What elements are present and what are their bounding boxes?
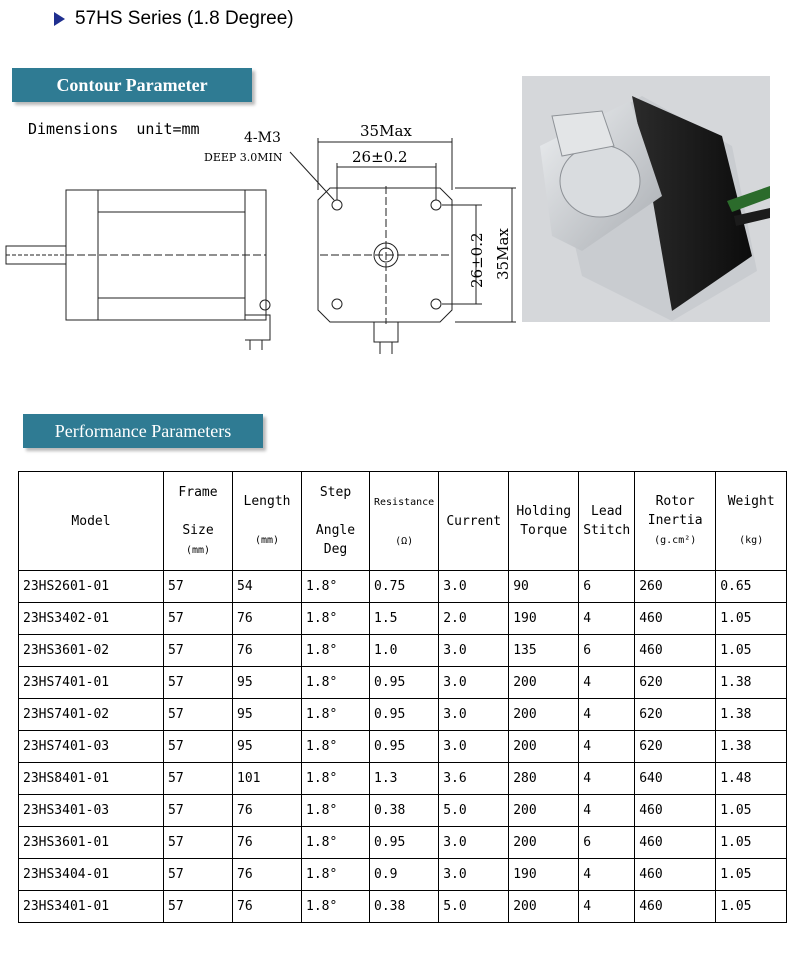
table-row bbox=[19, 827, 787, 859]
header-current: Current bbox=[439, 472, 509, 571]
arrow-bullet-icon bbox=[54, 12, 65, 26]
cell-lead-stitch: 4 bbox=[579, 731, 635, 763]
cell-holding-torque: 200 bbox=[509, 731, 579, 763]
hole-depth-label: DEEP 3.0MIN bbox=[204, 151, 283, 164]
cell-length: 76 bbox=[233, 891, 302, 923]
cell-resistance: 0.38 bbox=[370, 891, 439, 923]
cell-step-angle: 1.8° bbox=[302, 795, 370, 827]
cell-model: 23HS3401-03 bbox=[19, 795, 164, 827]
cell-length: 95 bbox=[233, 731, 302, 763]
cell-step-angle: 1.8° bbox=[302, 891, 370, 923]
cell-resistance: 1.5 bbox=[370, 603, 439, 635]
performance-table bbox=[18, 471, 787, 923]
cell-length: 76 bbox=[233, 859, 302, 891]
cell-rotor-inertia: 460 bbox=[635, 603, 716, 635]
table-row bbox=[19, 891, 787, 923]
width-max-label: 35Max bbox=[360, 122, 412, 140]
cell-weight: 1.38 bbox=[716, 667, 787, 699]
cell-model: 23HS3601-01 bbox=[19, 827, 164, 859]
cell-weight: 1.38 bbox=[716, 731, 787, 763]
cell-current: 5.0 bbox=[439, 795, 509, 827]
performance-parameters-heading: Performance Parameters bbox=[23, 414, 263, 448]
cell-holding-torque: 90 bbox=[509, 571, 579, 603]
cell-length: 54 bbox=[233, 571, 302, 603]
cell-model: 23HS3402-01 bbox=[19, 603, 164, 635]
cell-lead-stitch: 4 bbox=[579, 795, 635, 827]
cell-resistance: 0.9 bbox=[370, 859, 439, 891]
table-row bbox=[19, 667, 787, 699]
front-hole-bl bbox=[332, 299, 342, 309]
cell-rotor-inertia: 460 bbox=[635, 891, 716, 923]
table-header-row bbox=[19, 472, 787, 571]
cell-lead-stitch: 4 bbox=[579, 891, 635, 923]
header-length: Length (mm) bbox=[233, 472, 302, 571]
header-rotor-inertia: Rotor Inertia (g.cm²) bbox=[635, 472, 716, 571]
cell-rotor-inertia: 460 bbox=[635, 795, 716, 827]
cell-step-angle: 1.8° bbox=[302, 827, 370, 859]
header-lead-stitch: Lead Stitch bbox=[579, 472, 635, 571]
cell-rotor-inertia: 620 bbox=[635, 667, 716, 699]
cell-frame-size: 57 bbox=[164, 795, 233, 827]
cell-length: 76 bbox=[233, 603, 302, 635]
cell-resistance: 1.3 bbox=[370, 763, 439, 795]
cell-resistance: 1.0 bbox=[370, 635, 439, 667]
cell-lead-stitch: 4 bbox=[579, 763, 635, 795]
front-hole-tl bbox=[332, 200, 342, 210]
cell-frame-size: 57 bbox=[164, 827, 233, 859]
cell-step-angle: 1.8° bbox=[302, 731, 370, 763]
hole-pitch-x-label: 26±0.2 bbox=[352, 148, 408, 166]
cell-current: 3.0 bbox=[439, 859, 509, 891]
cell-holding-torque: 200 bbox=[509, 891, 579, 923]
cell-lead-stitch: 6 bbox=[579, 635, 635, 667]
cell-length: 76 bbox=[233, 795, 302, 827]
cell-frame-size: 57 bbox=[164, 859, 233, 891]
cell-weight: 1.05 bbox=[716, 827, 787, 859]
table-row bbox=[19, 603, 787, 635]
cell-rotor-inertia: 620 bbox=[635, 731, 716, 763]
cell-length: 76 bbox=[233, 635, 302, 667]
cell-step-angle: 1.8° bbox=[302, 699, 370, 731]
cell-length: 101 bbox=[233, 763, 302, 795]
cell-rotor-inertia: 460 bbox=[635, 635, 716, 667]
cell-frame-size: 57 bbox=[164, 571, 233, 603]
cell-weight: 1.38 bbox=[716, 699, 787, 731]
table-row bbox=[19, 731, 787, 763]
cell-weight: 1.05 bbox=[716, 603, 787, 635]
cell-rotor-inertia: 640 bbox=[635, 763, 716, 795]
cell-rotor-inertia: 260 bbox=[635, 571, 716, 603]
cell-holding-torque: 280 bbox=[509, 763, 579, 795]
cell-rotor-inertia: 620 bbox=[635, 699, 716, 731]
cell-holding-torque: 135 bbox=[509, 635, 579, 667]
cell-holding-torque: 190 bbox=[509, 859, 579, 891]
cell-holding-torque: 200 bbox=[509, 795, 579, 827]
cell-resistance: 0.38 bbox=[370, 795, 439, 827]
cell-frame-size: 57 bbox=[164, 763, 233, 795]
cell-length: 95 bbox=[233, 699, 302, 731]
cell-frame-size: 57 bbox=[164, 731, 233, 763]
stepper-motor-image bbox=[522, 76, 770, 322]
contour-drawing bbox=[0, 110, 520, 370]
height-max-label: 35Max bbox=[494, 228, 512, 280]
cell-model: 23HS7401-03 bbox=[19, 731, 164, 763]
cell-resistance: 0.95 bbox=[370, 699, 439, 731]
cell-rotor-inertia: 460 bbox=[635, 827, 716, 859]
cell-current: 3.0 bbox=[439, 635, 509, 667]
page-title-row bbox=[54, 6, 294, 32]
cell-resistance: 0.95 bbox=[370, 731, 439, 763]
table-body bbox=[19, 571, 787, 923]
page-title: 57HS Series (1.8 Degree) bbox=[75, 8, 294, 29]
cell-lead-stitch: 4 bbox=[579, 667, 635, 699]
cell-lead-stitch: 4 bbox=[579, 859, 635, 891]
table-row bbox=[19, 763, 787, 795]
contour-parameter-heading: Contour Parameter bbox=[12, 68, 252, 102]
front-hole-br bbox=[431, 299, 441, 309]
table-row bbox=[19, 859, 787, 891]
cell-weight: 1.05 bbox=[716, 891, 787, 923]
header-resistance: Resistance (Ω) bbox=[370, 472, 439, 571]
cell-lead-stitch: 6 bbox=[579, 571, 635, 603]
dimensions-label: Dimensions unit=mm bbox=[28, 120, 200, 138]
cell-model: 23HS7401-01 bbox=[19, 667, 164, 699]
cell-holding-torque: 200 bbox=[509, 667, 579, 699]
cell-frame-size: 57 bbox=[164, 603, 233, 635]
cell-current: 3.6 bbox=[439, 763, 509, 795]
wire-connector-front bbox=[374, 322, 398, 354]
cell-frame-size: 57 bbox=[164, 667, 233, 699]
cell-step-angle: 1.8° bbox=[302, 571, 370, 603]
cell-step-angle: 1.8° bbox=[302, 635, 370, 667]
cell-holding-torque: 200 bbox=[509, 699, 579, 731]
cell-weight: 0.65 bbox=[716, 571, 787, 603]
cell-model: 23HS3404-01 bbox=[19, 859, 164, 891]
cell-lead-stitch: 4 bbox=[579, 603, 635, 635]
cell-step-angle: 1.8° bbox=[302, 859, 370, 891]
cell-model: 23HS7401-02 bbox=[19, 699, 164, 731]
cell-frame-size: 57 bbox=[164, 699, 233, 731]
header-frame-size: Frame Size (mm) bbox=[164, 472, 233, 571]
hole-label: 4-M3 bbox=[244, 130, 281, 146]
cell-length: 95 bbox=[233, 667, 302, 699]
cell-current: 5.0 bbox=[439, 891, 509, 923]
header-model: Model bbox=[19, 472, 164, 571]
cell-holding-torque: 200 bbox=[509, 827, 579, 859]
cell-frame-size: 57 bbox=[164, 891, 233, 923]
header-step-angle: Step Angle Deg bbox=[302, 472, 370, 571]
cell-rotor-inertia: 460 bbox=[635, 859, 716, 891]
cell-length: 76 bbox=[233, 827, 302, 859]
cell-current: 3.0 bbox=[439, 699, 509, 731]
cell-weight: 1.05 bbox=[716, 795, 787, 827]
cell-lead-stitch: 6 bbox=[579, 827, 635, 859]
cell-resistance: 0.95 bbox=[370, 827, 439, 859]
table-row bbox=[19, 635, 787, 667]
cell-lead-stitch: 4 bbox=[579, 699, 635, 731]
cell-model: 23HS2601-01 bbox=[19, 571, 164, 603]
header-holding-torque: Holding Torque bbox=[509, 472, 579, 571]
cell-weight: 1.05 bbox=[716, 859, 787, 891]
cell-step-angle: 1.8° bbox=[302, 667, 370, 699]
cell-holding-torque: 190 bbox=[509, 603, 579, 635]
table-row bbox=[19, 795, 787, 827]
cell-frame-size: 57 bbox=[164, 635, 233, 667]
cell-step-angle: 1.8° bbox=[302, 603, 370, 635]
cell-model: 23HS3401-01 bbox=[19, 891, 164, 923]
cell-weight: 1.48 bbox=[716, 763, 787, 795]
header-weight: Weight (kg) bbox=[716, 472, 787, 571]
cell-resistance: 0.95 bbox=[370, 667, 439, 699]
cell-current: 2.0 bbox=[439, 603, 509, 635]
cell-current: 3.0 bbox=[439, 827, 509, 859]
front-hole-tr bbox=[431, 200, 441, 210]
cell-model: 23HS8401-01 bbox=[19, 763, 164, 795]
cell-current: 3.0 bbox=[439, 667, 509, 699]
cell-current: 3.0 bbox=[439, 731, 509, 763]
cell-current: 3.0 bbox=[439, 571, 509, 603]
cell-resistance: 0.75 bbox=[370, 571, 439, 603]
table-row bbox=[19, 571, 787, 603]
cell-step-angle: 1.8° bbox=[302, 763, 370, 795]
motor-photo bbox=[522, 76, 770, 322]
cell-weight: 1.05 bbox=[716, 635, 787, 667]
hole-pitch-y-label: 26±0.2 bbox=[468, 232, 486, 288]
cell-model: 23HS3601-02 bbox=[19, 635, 164, 667]
table-row bbox=[19, 699, 787, 731]
